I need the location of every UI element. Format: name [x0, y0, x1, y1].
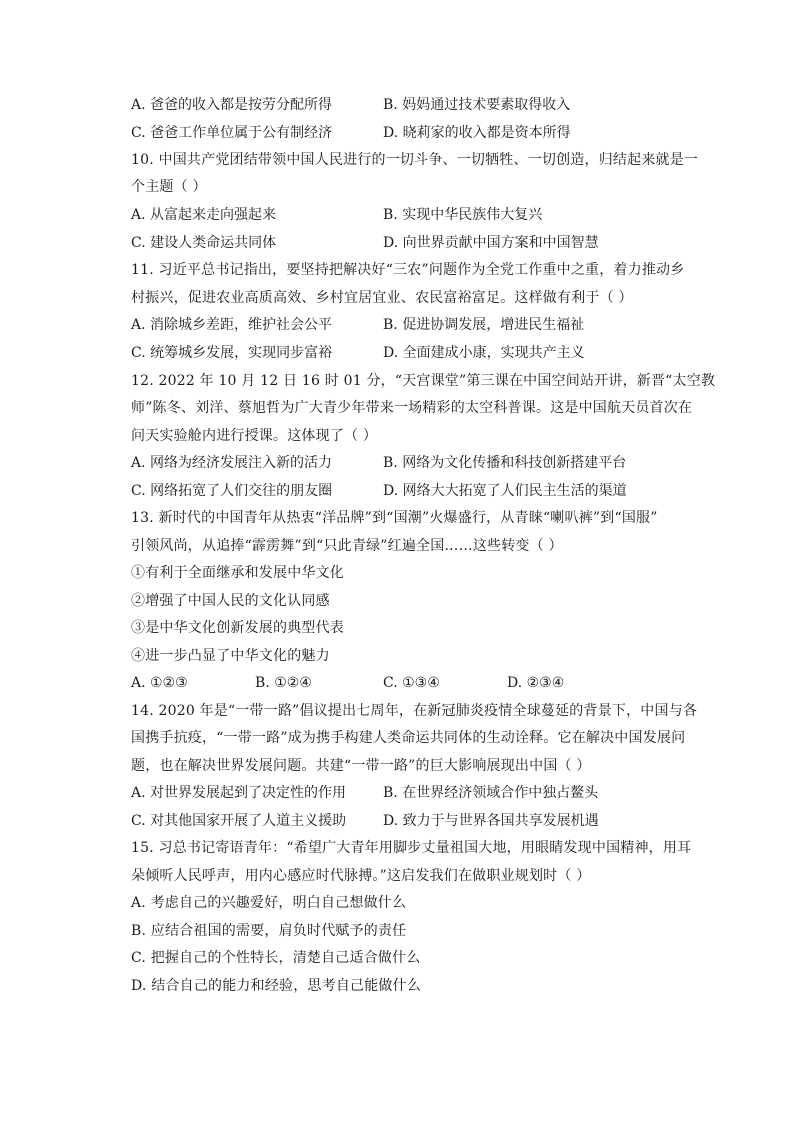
q11-stem-line-1: 11. 习近平总书记指出，要坚持把解决好“三农”问题作为全党工作重中之重，着力推动乡 — [131, 262, 685, 278]
q14-option-d: D. 致力于与世界各国共享发展机遇 — [383, 813, 599, 829]
q13-options-row — [131, 673, 701, 693]
q12-options-row-1 — [131, 453, 701, 473]
q9-option-b: B. 妈妈通过技术要素取得收入 — [383, 97, 571, 113]
q10-option-a: A. 从富起来走向强起来 — [131, 207, 277, 223]
q10-options-row-1 — [131, 205, 701, 225]
q11-options-row-1 — [131, 315, 701, 335]
q10-option-c: C. 建设人类命运共同体 — [131, 235, 277, 251]
q11-option-d: D. 全面建成小康，实现共产主义 — [383, 345, 585, 361]
q12-stem-line-2: 师”陈冬、刘洋、蔡旭哲为广大青少年带来一场精彩的太空科普课。这是中国航天员首次在 — [131, 400, 693, 416]
q12-option-b: B. 网络为文化传播和科技创新搭建平台 — [383, 455, 627, 471]
q14-option-b: B. 在世界经济领域合作中独占鳌头 — [383, 785, 599, 801]
q10-option-d: D. 向世界贡献中国方案和中国智慧 — [383, 235, 599, 251]
q13-stem-line-2: 引领风尚，从追捧“霹雳舞”到“只此青绿”红遍全国……这些转变（ ） — [131, 538, 563, 554]
q12-stem-line-3: 问天实验舱内进行授课。这体现了（ ） — [131, 428, 378, 444]
q9-options-row-2 — [131, 123, 701, 143]
q12-option-d: D. 网络大大拓宽了人们民主生活的渠道 — [383, 483, 627, 499]
q15-stem-line-2: 朵倾听人民呼声，用内心感应时代脉搏。”这启发我们在做职业规划时（ ） — [131, 868, 591, 884]
q14-stem-line-2: 国携手抗疫，“一带一路”成为携手构建人类命运共同体的生动诠释。它在解决中国发展问 — [131, 730, 686, 746]
q13-statement-4: ④进一步凸显了中华文化的魅力 — [131, 648, 330, 664]
q11-option-a: A. 消除城乡差距，维护社会公平 — [131, 317, 333, 333]
q15-option-b: B. 应结合祖国的需要，肩负时代赋予的责任 — [131, 923, 407, 939]
q13-statement-1: ①有利于全面继承和发展中华文化 — [131, 565, 344, 581]
q10-stem-line-2: 个主题（ ） — [131, 179, 207, 195]
q13-option-b: B. ①②④ — [255, 675, 312, 691]
q9-option-d: D. 晓莉家的收入都是资本所得 — [383, 125, 571, 141]
q13-option-c: C. ①③④ — [383, 675, 440, 691]
q15-option-c: C. 把握自己的个性特长，清楚自己适合做什么 — [131, 950, 421, 966]
q13-stem-line-1: 13. 新时代的中国青年从热衷“洋品牌”到“国潮”火爆盛行，从青睐“喇叭裤”到“国服” — [131, 510, 658, 526]
q12-options-row-2 — [131, 481, 701, 501]
q9-options-row-1 — [131, 95, 701, 115]
q11-option-b: B. 促进协调发展，增进民生福祉 — [383, 317, 585, 333]
q14-stem-line-3: 题，也在解决世界发展问题。共建“一带一路”的巨大影响展现出中国（ ） — [131, 758, 591, 774]
q13-option-d: D. ②③④ — [507, 675, 565, 691]
q12-stem-line-1: 12. 2022 年 10 月 12 日 16 时 01 分，“天宫课堂”第三课在中国空间站开讲，新晋“太空教 — [131, 373, 716, 389]
q15-option-d: D. 结合自己的能力和经验，思考自己能做什么 — [131, 978, 422, 994]
q14-option-a: A. 对世界发展起到了决定性的作用 — [131, 785, 347, 801]
q10-stem-line-1: 10. 中国共产党团结带领中国人民进行的一切斗争、一切牺牲、一切创造，归结起来就是一 — [131, 152, 699, 168]
q14-stem-line-1: 14. 2020 年是“一带一路”倡议提出七周年，在新冠肺炎疫情全球蔓延的背景下，中国与各 — [131, 703, 698, 719]
q9-option-c: C. 爸爸工作单位属于公有制经济 — [131, 125, 333, 141]
q11-option-c: C. 统筹城乡发展，实现同步富裕 — [131, 345, 333, 361]
q11-options-row-2 — [131, 343, 701, 363]
q13-statement-3: ③是中华文化创新发展的典型代表 — [131, 620, 344, 636]
q13-statement-2: ②增强了中国人民的文化认同感 — [131, 593, 330, 609]
q15-stem-line-1: 15. 习总书记寄语青年：“希望广大青年用脚步丈量祖国大地，用眼睛发现中国精神，用耳 — [131, 840, 692, 856]
q12-option-c: C. 网络拓宽了人们交往的朋友圈 — [131, 483, 333, 499]
q14-options-row-1 — [131, 783, 701, 803]
q13-option-a: A. ①②③ — [131, 675, 188, 691]
q9-option-a: A. 爸爸的收入都是按劳分配所得 — [131, 97, 333, 113]
q12-option-a: A. 网络为经济发展注入新的活力 — [131, 455, 333, 471]
q15-option-a: A. 考虑自己的兴趣爱好，明白自己想做什么 — [131, 895, 407, 911]
q14-options-row-2 — [131, 811, 701, 831]
q14-option-c: C. 对其他国家开展了人道主义援助 — [131, 813, 347, 829]
q11-stem-line-2: 村振兴，促进农业高质高效、乡村宜居宜业、农民富裕富足。这样做有利于（ ） — [131, 290, 633, 306]
q10-options-row-2 — [131, 233, 701, 253]
q10-option-b: B. 实现中华民族伟大复兴 — [383, 207, 543, 223]
